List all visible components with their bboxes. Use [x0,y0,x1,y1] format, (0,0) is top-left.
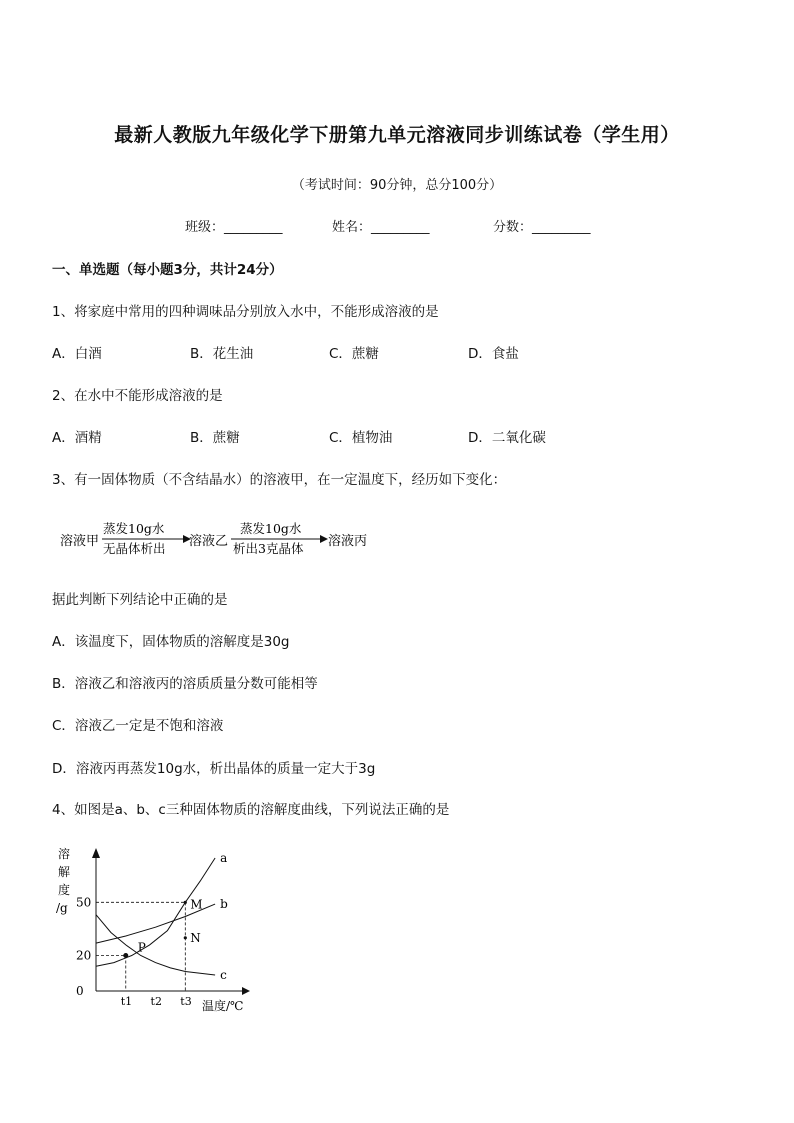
score-field[interactable]: 分数：_________ [493,220,591,235]
flow-step1-top: 蒸发10g水 [103,521,165,536]
curve-a [96,858,215,966]
x-axis-arrowhead [242,987,250,995]
name-field[interactable]: 姓名：_________ [332,220,430,235]
x-tick-label: t3 [180,995,192,1008]
y-tick-label: 20 [76,948,92,963]
exam-info: （考试时间：90分钟，总分100分） [291,178,503,193]
y-axis-label-unit: /g [56,901,68,915]
q3-option-b[interactable]: B．溶液乙和溶液丙的溶质质量分数可能相等 [52,676,318,692]
q3-option-d[interactable]: D．溶液丙再蒸发10g水，析出晶体的质量一定大于3g [52,761,376,777]
q3-option-a[interactable]: A．该温度下，固体物质的溶解度是30g [52,634,290,650]
curve-c [96,915,215,975]
q1-option-d[interactable]: D．食盐 [468,346,519,362]
flow-arrowhead-2 [320,535,328,543]
class-field[interactable]: 班级：_________ [185,220,283,235]
curve-label-a: a [220,851,228,865]
x-axis-label: 温度/℃ [202,999,244,1013]
flow-step2-top: 蒸发10g水 [240,521,302,536]
q2-option-d[interactable]: D．二氧化碳 [468,430,546,446]
process-flow-diagram [55,512,395,562]
flow-start: 溶液甲 [60,534,100,549]
q3-option-c[interactable]: C．溶液乙一定是不饱和溶液 [52,718,224,734]
curve-label-b: b [220,897,228,912]
y-axis-label-char: 解 [58,865,71,879]
x-tick-label: t2 [150,995,162,1008]
q1-option-c[interactable]: C．蔗糖 [329,346,379,362]
point-label-P: P [137,940,146,955]
point-label-M: M [190,897,203,912]
flow-step2-bottom: 析出3克晶体 [233,541,304,556]
y-axis-label-char: 溶 [58,847,71,861]
question-4-stem: 4、如图是a、b、c三种固体物质的溶解度曲线，下列说法正确的是 [52,802,450,818]
q1-option-b[interactable]: B．花生油 [190,346,254,362]
point-label-N: N [190,930,201,945]
question-2-stem: 2、在水中不能形成溶液的是 [52,388,223,404]
point-N [184,936,187,939]
point-P [123,953,128,958]
solubility-chart [52,840,272,1020]
q2-option-a[interactable]: A．酒精 [52,430,102,446]
y-tick-label: 50 [76,895,92,910]
x-tick-label: t1 [120,995,133,1008]
q2-option-c[interactable]: C．植物油 [329,430,393,446]
point-M [184,901,187,904]
page-title: 最新人教版九年级化学下册第九单元溶液同步训练试卷（学生用） [114,124,680,146]
q1-option-a[interactable]: A．白酒 [52,346,102,362]
q2-option-b[interactable]: B．蔗糖 [190,430,240,446]
curve-label-c: c [220,968,227,983]
flow-middle: 溶液乙 [189,534,229,549]
flow-step1-bottom: 无晶体析出 [103,541,166,556]
y-axis-label-char: 度 [58,883,71,897]
question-3-stem: 3、有一固体物质（不含结晶水）的溶液甲，在一定温度下，经历如下变化： [52,472,507,488]
question-3-prompt: 据此判断下列结论中正确的是 [52,592,228,608]
y-axis-arrowhead [92,848,100,858]
y-tick-label: 0 [76,984,84,998]
question-1-stem: 1、将家庭中常用的四种调味品分别放入水中，不能形成溶液的是 [52,304,439,320]
section-heading: 一、单选题（每小题3分，共计24分） [52,262,283,278]
flow-end: 溶液丙 [328,534,368,549]
